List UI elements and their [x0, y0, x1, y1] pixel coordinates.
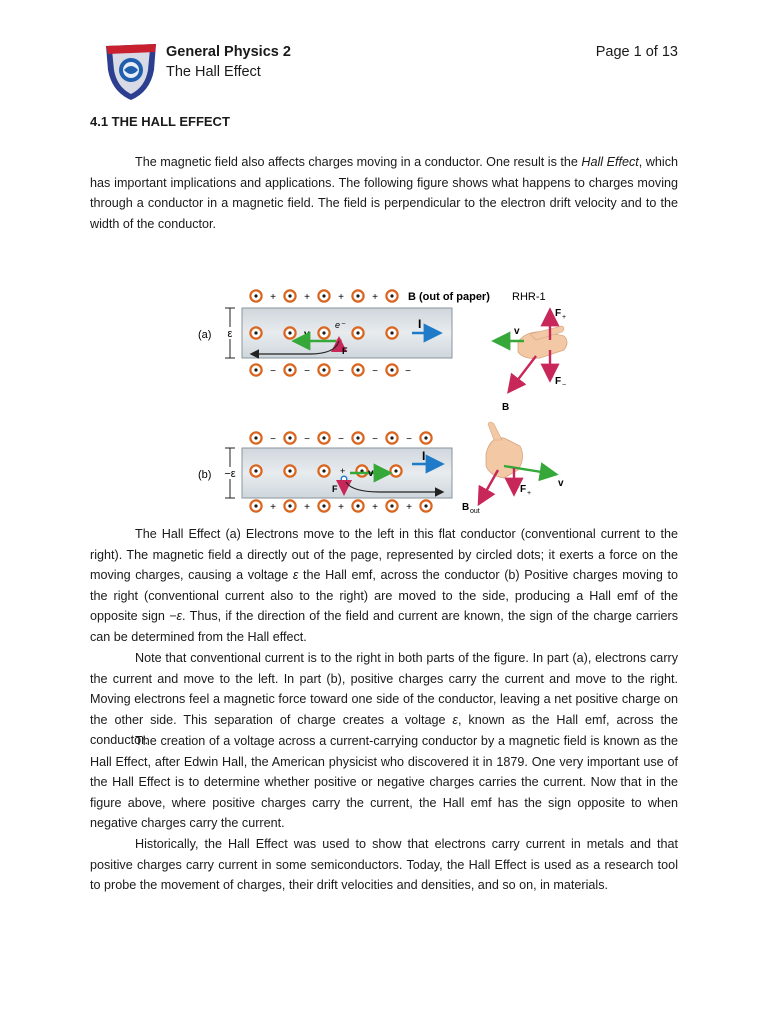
charge-sign: + — [304, 502, 310, 513]
field-dot — [250, 290, 261, 301]
rhr-label: RHR-1 — [512, 291, 546, 303]
intro-italic-term: Hall Effect — [581, 155, 639, 169]
charge-sign: − — [338, 366, 344, 377]
field-dot — [250, 432, 261, 443]
intro-text-2: , which has important implications and applications. The following figure shows what happens to charges moving through a conductor in a magnetic field. The field is perpendicular to the electron drift velocity and to the width of the conductor. — [90, 155, 678, 231]
field-dot — [250, 500, 261, 511]
charge-sign: − — [270, 366, 276, 377]
part-b-diagram — [198, 432, 452, 513]
charge-sign: + — [372, 502, 378, 513]
electron-label: e⁻ — [335, 320, 345, 330]
field-dot — [250, 364, 261, 375]
note-text-1: Note that conventional current is to the right in both parts of the figure. In part (a), electrons carry the current and move to the left. In part (b), positive charges carry the current and move to the right. Moving electrons feel a magnetic force toward one side of the conductor, leaving a net positive charge on the other side. This separation of charge creates a voltage — [90, 651, 678, 727]
field-dot — [352, 364, 363, 375]
caption-symbol-1: ε — [292, 568, 299, 583]
field-dot — [352, 500, 363, 511]
sub-plus-b: + — [527, 490, 532, 497]
field-dot — [284, 290, 295, 301]
caption-text-1: The Hall Effect (a) Electrons move to the left in this flat conductor (conventional current to the right). The magnetic field a directly out of the page, represented by circled dots; it exerts a force on the moving charges, causing a voltage — [90, 527, 678, 583]
hand-a-fplus: F — [555, 308, 562, 319]
field-dot — [386, 500, 397, 511]
hand-b-b-sub: out — [470, 508, 480, 515]
part-a-diagram — [198, 290, 490, 377]
force-label: F — [342, 346, 348, 356]
field-dot — [318, 432, 329, 443]
intro-paragraph — [90, 152, 678, 234]
charge-sign: + — [270, 292, 276, 303]
charge-sign: + — [304, 292, 310, 303]
force-label-b: F — [332, 484, 338, 494]
page-number: Page 1 of 13 — [595, 44, 678, 60]
charge-sign: − — [405, 366, 411, 377]
field-dot — [318, 327, 329, 338]
charge-sign: − — [304, 434, 310, 445]
hand-b-b: B — [462, 502, 470, 513]
part-b-label: (b) — [198, 469, 212, 481]
field-dot — [386, 290, 397, 301]
emf-label: ε — [227, 328, 233, 340]
field-dot — [386, 364, 397, 375]
caption-paragraph — [90, 524, 678, 648]
topic-title: The Hall Effect — [166, 64, 261, 80]
field-dot — [420, 500, 431, 511]
rhr-hand-a — [496, 291, 567, 413]
current-label-b: I — [422, 449, 426, 463]
field-dot — [284, 327, 295, 338]
field-dot — [390, 465, 401, 476]
field-dot — [318, 500, 329, 511]
charge-sign: − — [372, 434, 378, 445]
charge-sign: + — [270, 502, 276, 513]
field-dot — [356, 465, 367, 476]
charge-sign: − — [372, 366, 378, 377]
rhr-hand-b — [462, 422, 564, 515]
history-text: Historically, the Hall Effect was used to show that electrons carry current in metals and that positive charges carry current in some semiconductors. Today, the Hall Effect is used as a research tool to probe the movement of charges, their drift velocities and densities, and so on, in materials. — [90, 837, 678, 893]
field-dot — [284, 465, 295, 476]
field-dot — [386, 327, 397, 338]
field-dot — [284, 500, 295, 511]
part-a-label: (a) — [198, 329, 212, 341]
emf-label-b: −ε — [224, 468, 236, 480]
field-dot — [318, 465, 329, 476]
creation-paragraph — [90, 731, 678, 834]
note-symbol: ε — [452, 712, 458, 727]
sub-minus: − — [562, 382, 567, 389]
field-label: B (out of paper) — [408, 291, 490, 303]
velocity-label: v — [304, 329, 310, 340]
hand-b-f: F — [520, 484, 527, 495]
field-dot — [250, 465, 261, 476]
history-paragraph — [90, 834, 678, 896]
note-text-2: , known as the Hall emf, across the conductor. — [90, 712, 678, 748]
hand-a-fminus: F — [555, 376, 562, 387]
charge-sign: − — [338, 434, 344, 445]
school-seal-logo — [102, 40, 160, 102]
caption-text-3: . Thus, if the direction of the field and current are known, the sign of the charge carriers can be determined from the Hall effect. — [90, 609, 679, 644]
charge-sign: − — [304, 366, 310, 377]
charge-sign: + — [338, 502, 344, 513]
field-dot — [352, 432, 363, 443]
hand-b-v: v — [558, 478, 564, 489]
field-dot — [352, 327, 363, 338]
field-dot — [352, 290, 363, 301]
field-dot — [318, 290, 329, 301]
field-dot — [318, 364, 329, 375]
field-dot — [420, 432, 431, 443]
positive-charge: + — [340, 466, 346, 476]
charge-sign: + — [406, 502, 412, 513]
section-title: 4.1 THE HALL EFFECT — [90, 114, 230, 129]
hand-a-b: B — [502, 402, 510, 413]
intro-text-1: The magnetic field also affects charges moving in a conductor. One result is the — [135, 155, 582, 169]
hall-effect-figure — [190, 278, 580, 515]
caption-symbol-2: −ε — [169, 609, 182, 624]
sub-plus: + — [562, 314, 567, 321]
field-dot — [284, 364, 295, 375]
field-dot — [250, 327, 261, 338]
field-dot — [386, 432, 397, 443]
charge-sign: − — [270, 434, 276, 445]
velocity-label-b: v — [368, 468, 374, 479]
hand-a-v: v — [514, 326, 520, 337]
course-title: General Physics 2 — [166, 44, 291, 60]
creation-text: The creation of a voltage across a current-carrying conductor by a magnetic field is known as the Hall Effect, after Edwin Hall, the American physicist who discovered it in 1879. One very important use of the Hall Effect is to determine whether positive or negative charges carries the current. Now that in the figure above, where positive charges carry the current, the Hall emf has the sign opposite to when negative charges carry the current. — [90, 734, 678, 831]
caption-text-2: the Hall emf, across the conductor (b) Positive charges moving to the right (conventional current also to the right) are moved to the side, producing a Hall emf of the opposite sign — [90, 568, 678, 624]
charge-sign: − — [406, 434, 412, 445]
charge-sign: + — [338, 292, 344, 303]
field-dot — [284, 432, 295, 443]
charge-sign: + — [372, 292, 378, 303]
current-label: I — [418, 317, 422, 331]
